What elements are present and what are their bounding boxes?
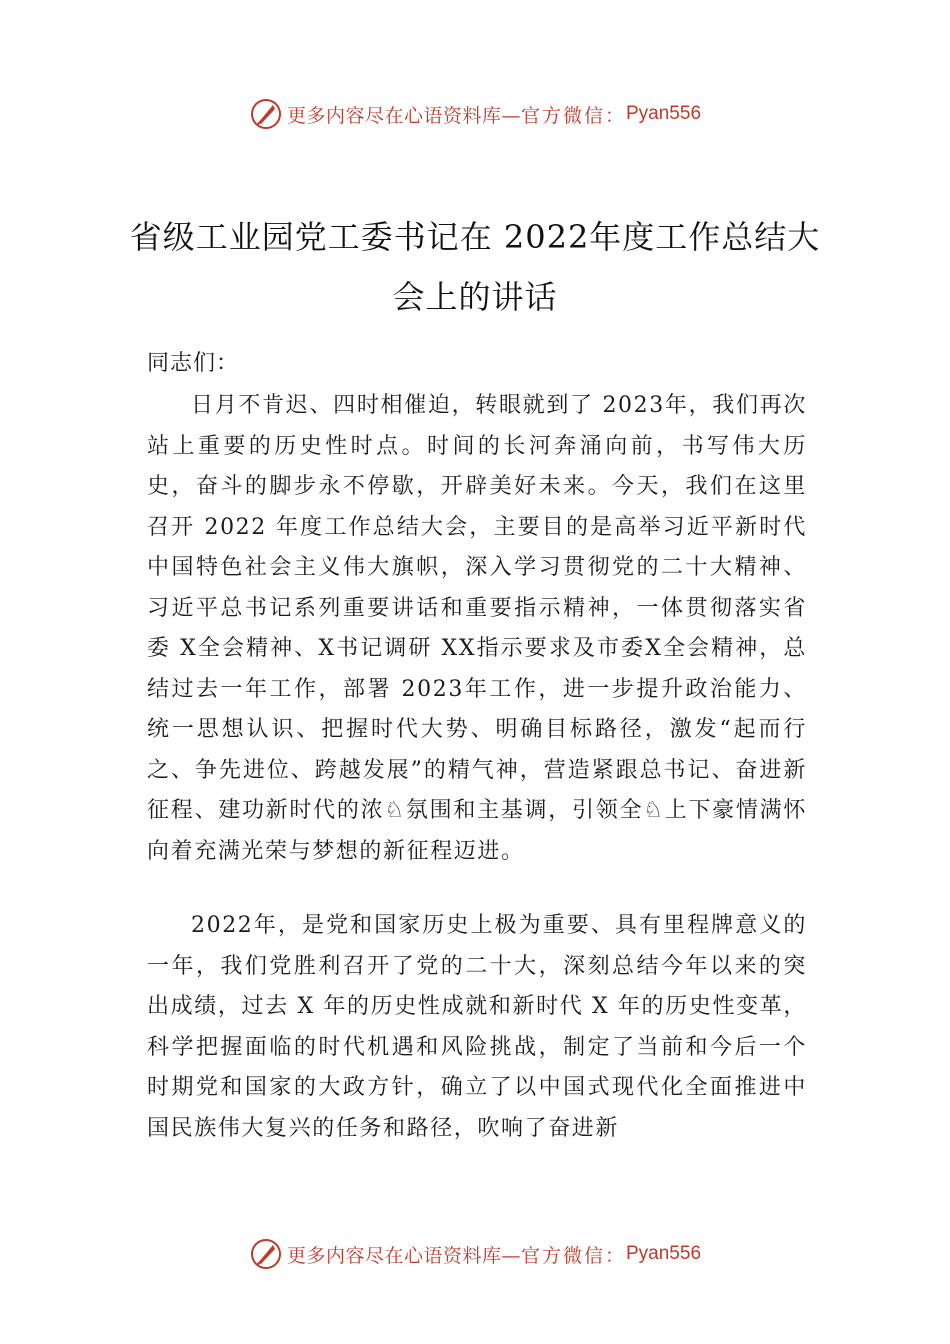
paragraph-1: 日月不肯迟、四时相催迫，转眼就到了 2023年，我们再次站上重要的历史性时点。时间的长河奔涌向前，书写伟大历史，奋斗的脚步永不停歇，开辟美好未来。今天，我们在这里召开 2022 年度工作总结大会，主要目的是高举习近平新时代中国特色社会主义伟大旗帜，深入学习贯彻党的二十大精神、习近平总书记系列重要讲话和重要指示精神，一体贯彻落实省委 X全会精神、X书记调研 XX指示要求及市委X全会精神，总结过去一年工作，部署 2023年工作，进一步提升政治能力、统一思想认识、把握时代大势、明确目标路径，激发“起而行之、争先进位、跨越发展”的精气神，营造紧跟总书记、奋进新征程、建功新时代的浓♘氛围和主基调，引领全♘上下豪情满怀向着充满光荣与梦想的新征程迈进。 bbox=[147, 393, 807, 864]
paragraph-2: 2022年，是党和国家历史上极为重要、具有里程牌意义的一年，我们党胜利召开了党的二十大，深刻总结今年以来的突出成绩，过去 X 年的历史性成就和新时代 X 年的历史性变革，科学把握面临的时代机遇和风险挑战，制定了当前和今后一个时期党和国家的大政方针，确立了以中国式现代化全面推进中国民族伟大复兴的任务和路径，吹响了奋进新 bbox=[147, 913, 807, 1141]
salutation: 同志们： bbox=[147, 351, 240, 376]
banner-text: 更多内容尽在心语资料库— bbox=[286, 104, 521, 127]
banner-wechat-label: 官方微信： bbox=[520, 1244, 626, 1267]
page-title: 省级工业园党工委书记在 2022年度工作总结大会上的讲话 bbox=[129, 218, 821, 317]
banner-text: 更多内容尽在心语资料库— bbox=[286, 1244, 521, 1267]
quill-logo-icon bbox=[249, 97, 283, 131]
banner-wechat-id: Pyan556 bbox=[626, 1243, 702, 1264]
banner-wechat-label: 官方微信： bbox=[520, 104, 626, 127]
banner-wechat-id: Pyan556 bbox=[626, 103, 702, 124]
header-banner bbox=[0, 94, 950, 134]
quill-logo-icon bbox=[249, 1237, 283, 1271]
footer-banner bbox=[0, 1234, 950, 1274]
